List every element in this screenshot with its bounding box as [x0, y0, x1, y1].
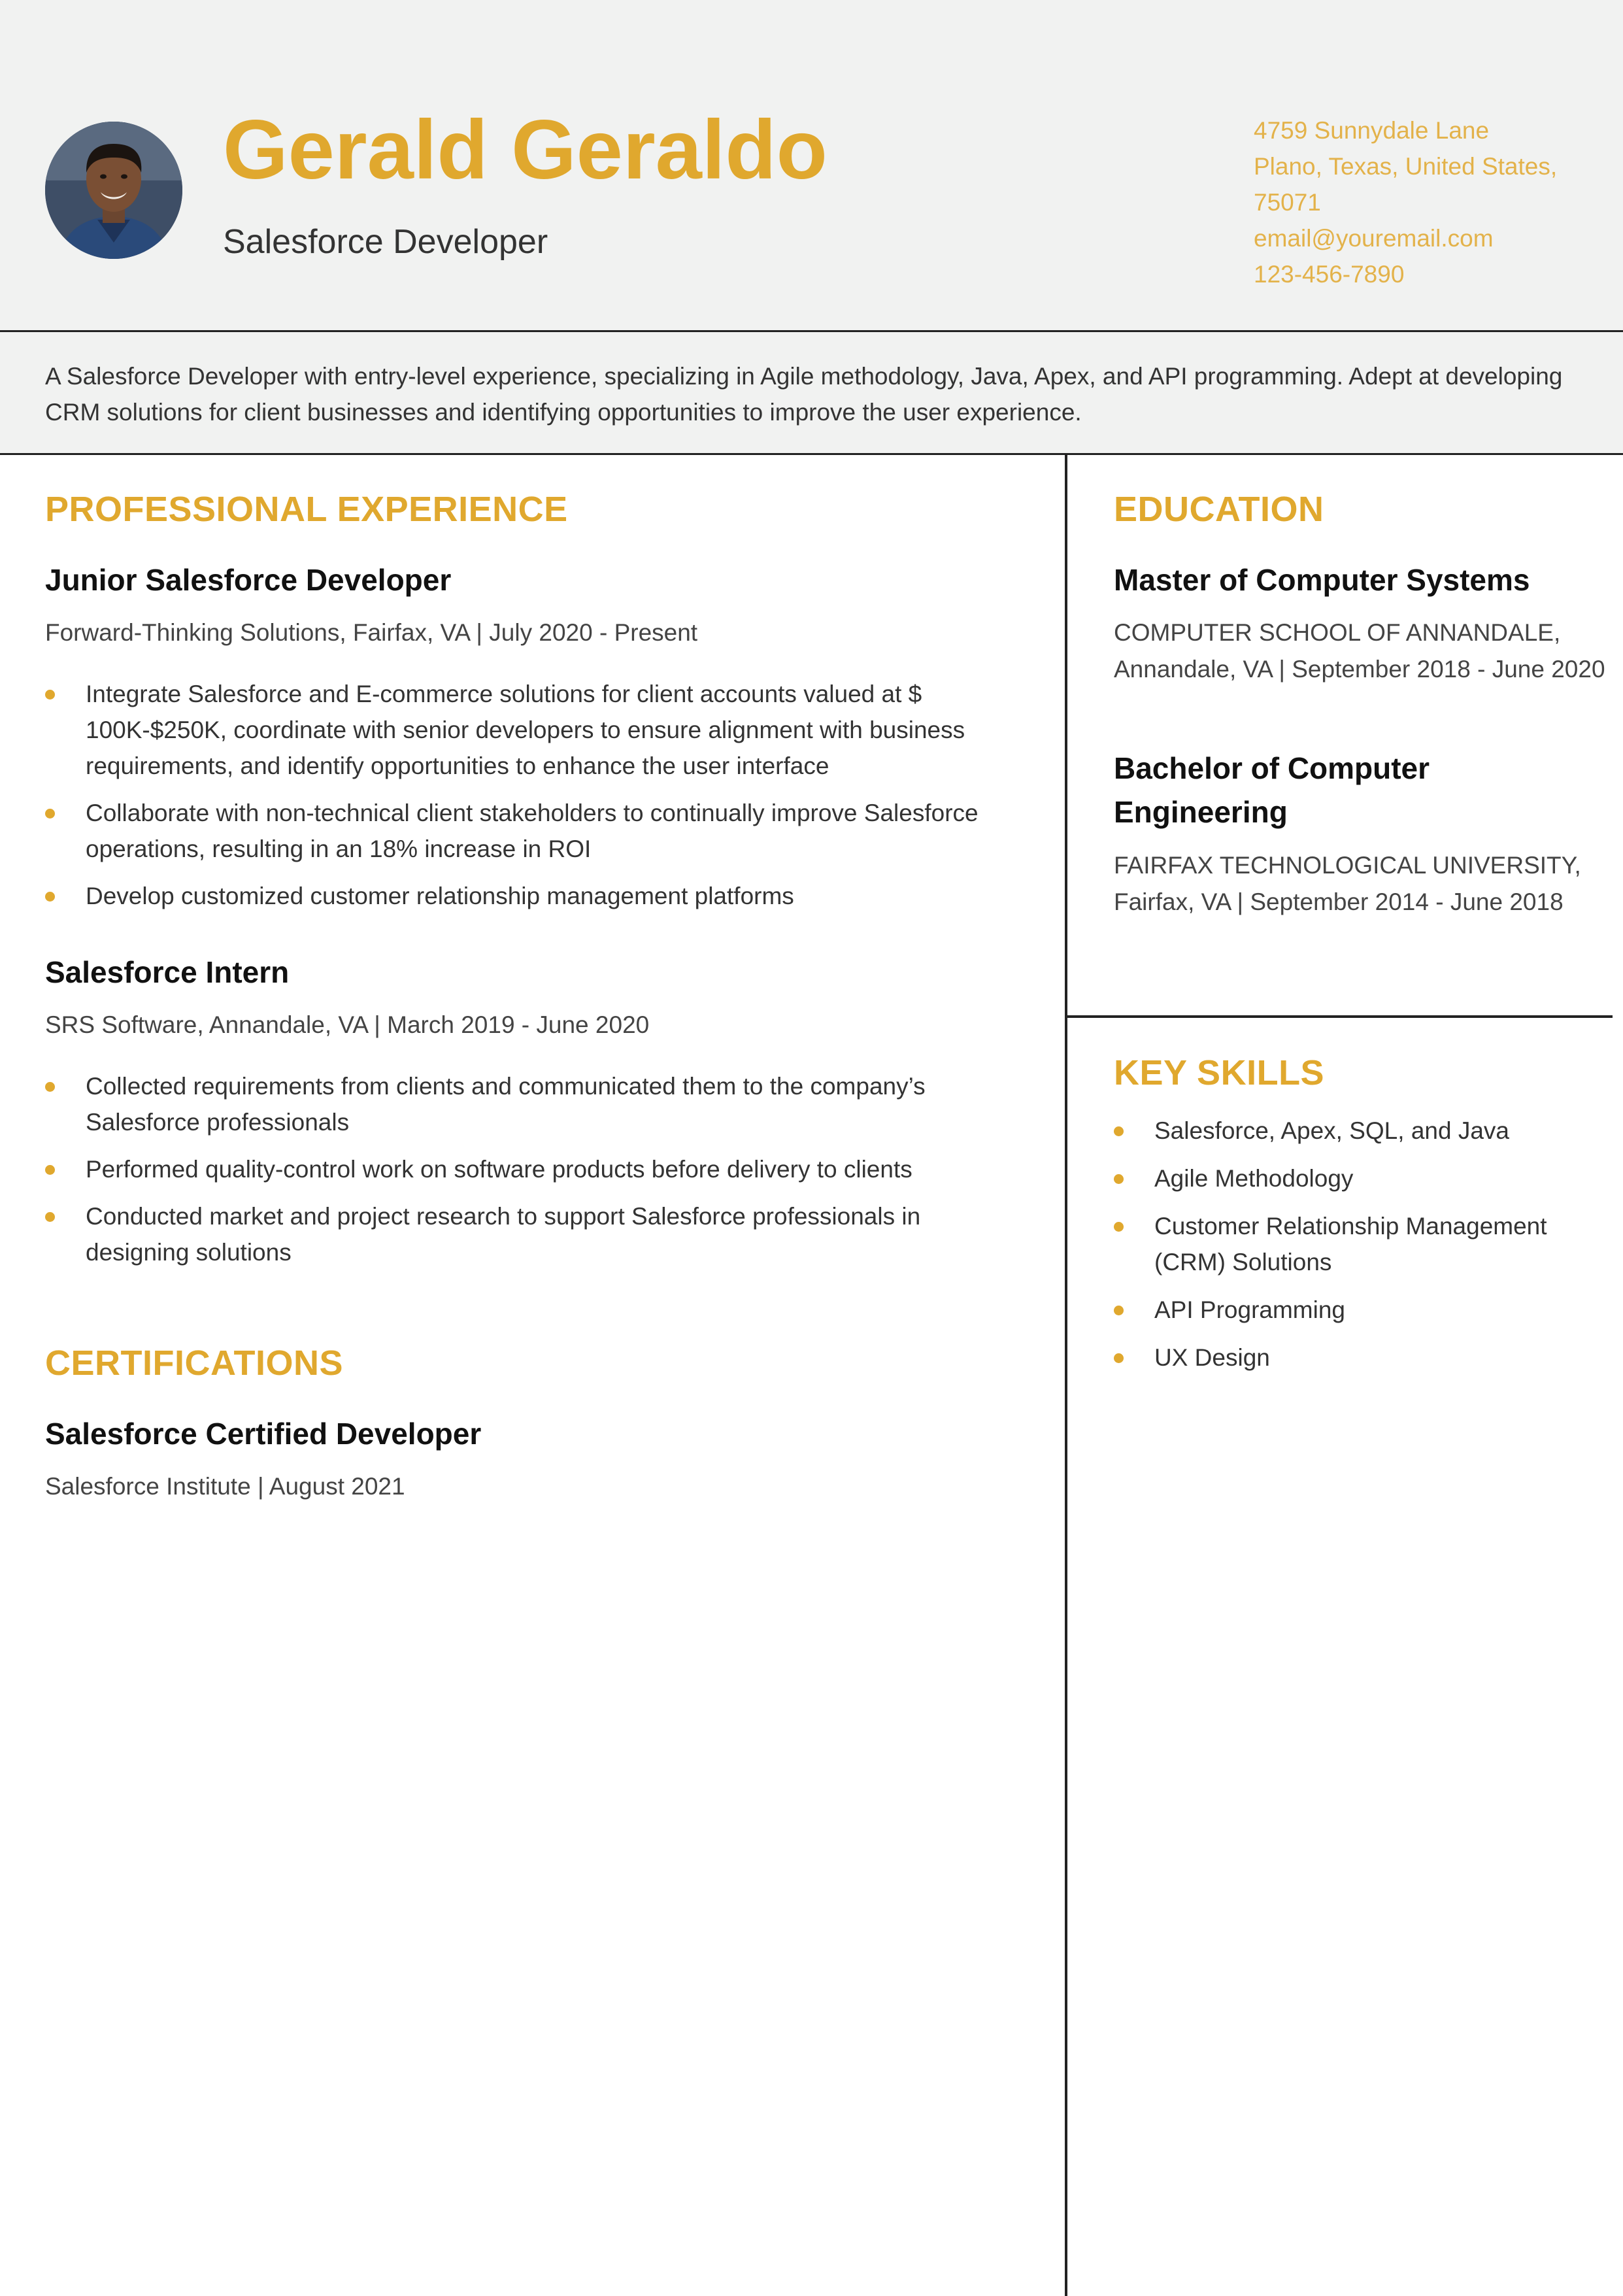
- list-item: API Programming: [1114, 1292, 1598, 1328]
- job-title-2: Salesforce Intern: [45, 955, 290, 989]
- summary-section: [0, 332, 1623, 455]
- school-name-2: FAIRFAX TECHNOLOGICAL UNIVERSITY,: [1114, 852, 1581, 879]
- bullet-icon: [45, 809, 55, 819]
- degree-title-2: Bachelor of Computer Engineering: [1114, 751, 1430, 829]
- contact-info: [1254, 112, 1594, 292]
- list-item: Agile Methodology: [1114, 1160, 1598, 1196]
- bullet-icon: [1114, 1353, 1124, 1363]
- address-zip: 75071: [1254, 189, 1321, 216]
- job-bullets-1: [45, 676, 1012, 925]
- school-name-1: COMPUTER SCHOOL OF ANNANDALE,: [1114, 619, 1561, 646]
- job-meta-2: SRS Software, Annandale, VA | March 2019 - June 2020: [45, 1011, 650, 1038]
- job-title-1: Junior Salesforce Developer: [45, 563, 452, 597]
- bullet-icon: [45, 690, 55, 700]
- candidate-name: Gerald Geraldo: [223, 103, 828, 197]
- list-item: Performed quality-control work on software products before delivery to clients: [45, 1151, 1012, 1187]
- list-item: Collected requirements from clients and communicated them to the company’s Salesforce professionals: [45, 1068, 1012, 1140]
- degree-title-1: Master of Computer Systems: [1114, 563, 1530, 597]
- bullet-icon: [1114, 1222, 1124, 1232]
- school-meta-1: Annandale, VA | September 2018 - June 2020: [1114, 656, 1605, 683]
- list-item: Salesforce, Apex, SQL, and Java: [1114, 1113, 1598, 1149]
- bullet-icon: [45, 892, 55, 902]
- bullet-icon: [1114, 1306, 1124, 1315]
- skills-list: [1114, 1113, 1598, 1387]
- list-item: Conducted market and project research to support Salesforce professionals in designing solutions: [45, 1198, 1012, 1270]
- person-avatar-icon: [45, 122, 182, 259]
- candidate-title: Salesforce Developer: [223, 223, 548, 261]
- certifications-heading: CERTIFICATIONS: [45, 1343, 343, 1383]
- summary-text: A Salesforce Developer with entry-level experience, specializing in Agile methodology, Java, Apex, and API programming. Adept at developing CRM solutions for client businesses and identifying opportunities to improve the user experience.: [45, 363, 1563, 426]
- column-divider: [1065, 455, 1067, 2296]
- list-item: Develop customized customer relationship management platforms: [45, 878, 1012, 914]
- certification-meta: Salesforce Institute | August 2021: [45, 1473, 405, 1500]
- skills-heading: KEY SKILLS: [1114, 1053, 1325, 1092]
- email: email@youremail.com: [1254, 225, 1494, 252]
- address-line-2: Plano, Texas, United States,: [1254, 153, 1558, 180]
- job-meta-1: Forward-Thinking Solutions, Fairfax, VA | July 2020 - Present: [45, 619, 698, 646]
- bullet-icon: [45, 1082, 55, 1092]
- list-item: Collaborate with non-technical client stakeholders to continually improve Salesforce operations, resulting in an 18% increase in ROI: [45, 795, 1012, 867]
- education-heading: EDUCATION: [1114, 490, 1324, 529]
- list-item: UX Design: [1114, 1340, 1598, 1376]
- resume-header: [0, 0, 1623, 332]
- bullet-icon: [1114, 1174, 1124, 1184]
- job-bullets-2: [45, 1068, 1012, 1281]
- list-item: Customer Relationship Management (CRM) Solutions: [1114, 1208, 1598, 1280]
- list-item: Integrate Salesforce and E-commerce solutions for client accounts valued at $ 100K-$250K, coordinate with senior developers to ensure alignment with business requirements, and identify opportunities to enhance the user interface: [45, 676, 1012, 784]
- bullet-icon: [1114, 1126, 1124, 1136]
- sidebar-divider: [1067, 1015, 1613, 1018]
- bullet-icon: [45, 1165, 55, 1175]
- phone: 123-456-7890: [1254, 261, 1405, 288]
- address-line-1: 4759 Sunnydale Lane: [1254, 117, 1490, 144]
- school-meta-2: Fairfax, VA | September 2014 - June 2018: [1114, 888, 1564, 915]
- bullet-icon: [45, 1212, 55, 1222]
- profile-photo: [45, 122, 182, 259]
- certification-title: Salesforce Certified Developer: [45, 1417, 482, 1451]
- experience-heading: PROFESSIONAL EXPERIENCE: [45, 490, 568, 529]
